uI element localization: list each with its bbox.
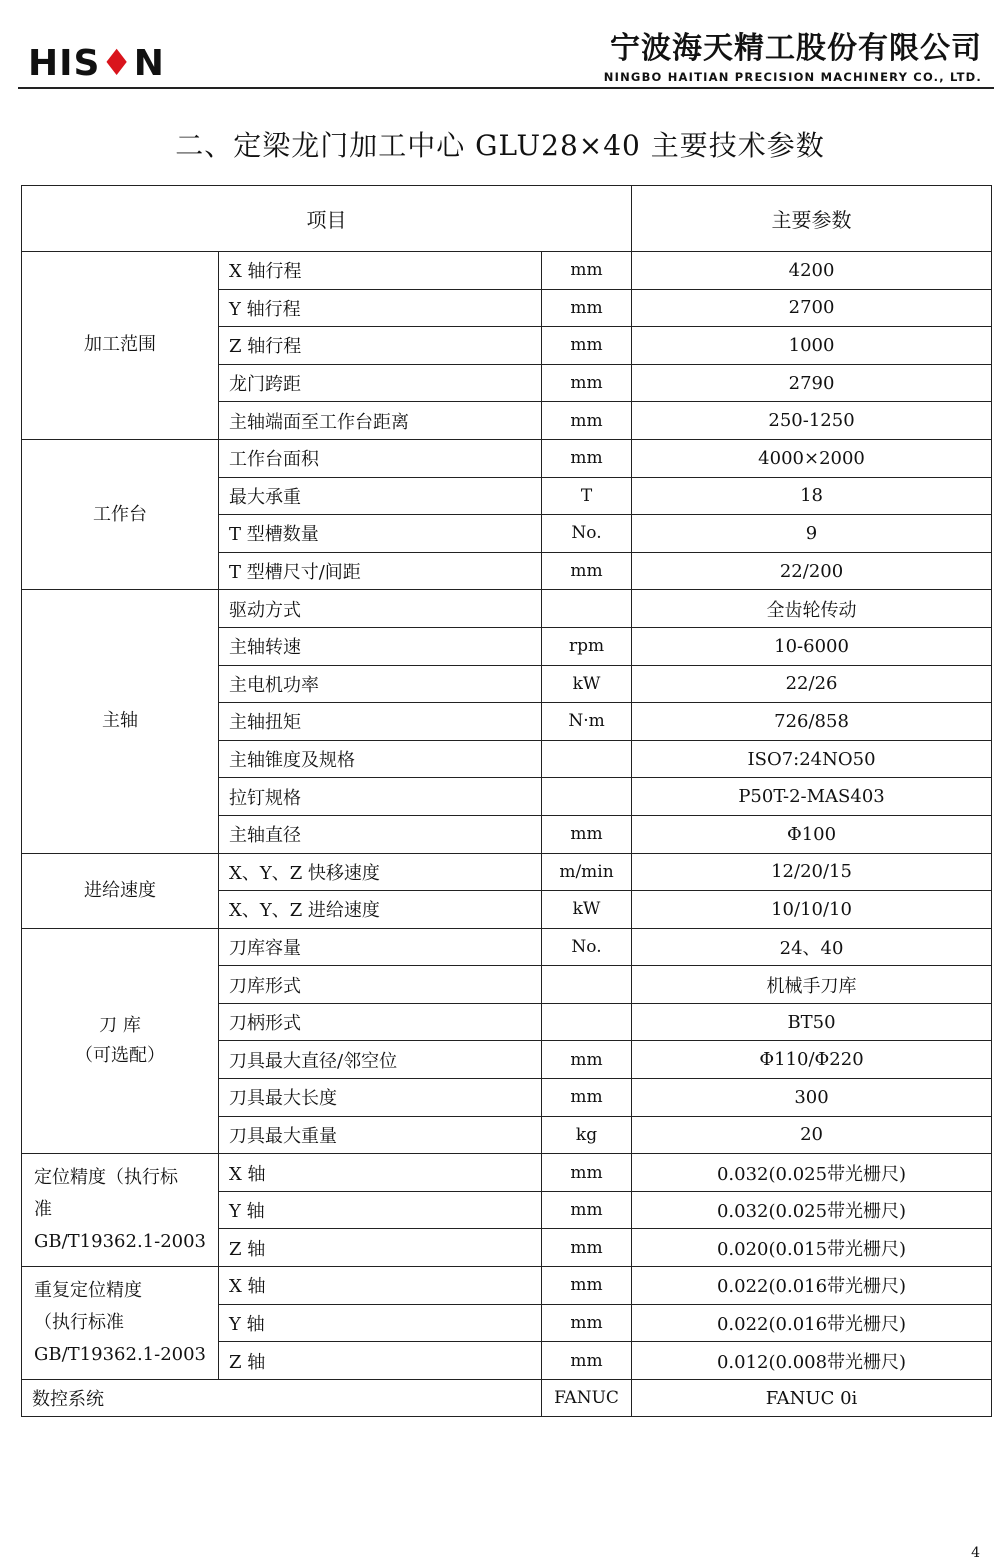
unit-cell: T [542, 477, 632, 515]
unit-cell: rpm [542, 627, 632, 665]
value-cell: 全齿轮传动 [632, 590, 992, 628]
value-cell: 250-1250 [632, 402, 992, 440]
item-cell: X、Y、Z 进给速度 [219, 891, 542, 929]
category-line: GB/T19362.1-2003 [34, 1231, 207, 1253]
value-cell: Φ100 [632, 815, 992, 853]
item-cell: X、Y、Z 快移速度 [219, 853, 542, 891]
item-cell: 主轴直径 [219, 815, 542, 853]
value-cell: 300 [632, 1079, 992, 1117]
item-cell: 主电机功率 [219, 665, 542, 703]
value-cell: 0.022(0.016带光栅尺) [632, 1304, 992, 1342]
unit-cell: mm [542, 402, 632, 440]
value-cell: 0.032(0.025带光栅尺) [632, 1154, 992, 1192]
table-header-row [22, 186, 992, 252]
value-cell: 4200 [632, 252, 992, 290]
table-row [22, 439, 992, 477]
item-cell: X 轴 [219, 1154, 542, 1192]
unit-cell: mm [542, 364, 632, 402]
unit-cell: mm [542, 1267, 632, 1305]
item-cell: 刀具最大直径/邻空位 [219, 1041, 542, 1079]
document-title: 二、定梁龙门加工中心 GLU28×40 主要技术参数 [175, 129, 825, 162]
category-line: （执行标准 [34, 1311, 124, 1333]
header-divider [18, 87, 994, 89]
unit-cell: mm [542, 1191, 632, 1229]
value-cell: Φ110/Φ220 [632, 1041, 992, 1079]
item-cell: 刀库容量 [219, 928, 542, 966]
value-cell: 24、40 [632, 928, 992, 966]
item-cell: X 轴行程 [219, 252, 542, 290]
category-label: 刀 库 [99, 1014, 141, 1036]
item-cell: 刀具最大重量 [219, 1116, 542, 1154]
value-cell: 1000 [632, 327, 992, 365]
item-cell: X 轴 [219, 1267, 542, 1305]
category-label: 工作台 [93, 503, 147, 525]
header-value: 主要参数 [632, 186, 992, 252]
spec-table [21, 185, 992, 1417]
value-cell: 22/26 [632, 665, 992, 703]
item-cell: T 型槽数量 [219, 515, 542, 553]
unit-cell: kW [542, 665, 632, 703]
logo-text-suffix: N [133, 43, 165, 84]
table-row [22, 853, 992, 891]
category-label: 主轴 [102, 710, 138, 732]
category-cell [22, 928, 219, 1154]
table-row [22, 928, 992, 966]
category-line: GB/T19362.1-2003 [34, 1343, 207, 1365]
unit-cell [542, 966, 632, 1004]
item-cell: 主轴锥度及规格 [219, 740, 542, 778]
header-item: 项目 [22, 186, 632, 252]
value-cell: 9 [632, 515, 992, 553]
unit-cell: mm [542, 439, 632, 477]
item-cell: Z 轴行程 [219, 327, 542, 365]
value-cell: 2700 [632, 289, 992, 327]
item-cell: 主轴扭矩 [219, 703, 542, 741]
category-line: 准 [34, 1199, 52, 1221]
table-row [22, 1267, 992, 1305]
value-cell: ISO7:24NO50 [632, 740, 992, 778]
item-cell: 主轴转速 [219, 627, 542, 665]
value-cell: 0.022(0.016带光栅尺) [632, 1267, 992, 1305]
category-cell [22, 1267, 219, 1380]
unit-cell: mm [542, 1342, 632, 1380]
unit-cell: N·m [542, 703, 632, 741]
unit-cell [542, 590, 632, 628]
value-cell: 10/10/10 [632, 891, 992, 929]
item-cell: T 型槽尺寸/间距 [219, 552, 542, 590]
table-row [22, 1154, 992, 1192]
unit-cell: kW [542, 891, 632, 929]
unit-cell: mm [542, 815, 632, 853]
value-cell: 0.032(0.025带光栅尺) [632, 1191, 992, 1229]
item-cell: Y 轴行程 [219, 289, 542, 327]
unit-cell: mm [542, 1041, 632, 1079]
value-cell: 10-6000 [632, 627, 992, 665]
value-cell: 22/200 [632, 552, 992, 590]
diamond-icon: ♦ [100, 43, 134, 84]
item-cell: 驱动方式 [219, 590, 542, 628]
category-label: 加工范围 [84, 334, 156, 356]
category-cell [22, 853, 219, 928]
value-cell: 0.020(0.015带光栅尺) [632, 1229, 992, 1267]
page-number: 4 [971, 1545, 980, 1561]
unit-cell [542, 740, 632, 778]
item-cell: Z 轴 [219, 1342, 542, 1380]
cnc-unit-cell: FANUC [542, 1379, 632, 1417]
item-cell: 拉钉规格 [219, 778, 542, 816]
category-cell [22, 252, 219, 440]
unit-cell: mm [542, 252, 632, 290]
value-cell: 0.012(0.008带光栅尺) [632, 1342, 992, 1380]
unit-cell: mm [542, 1079, 632, 1117]
unit-cell: mm [542, 1229, 632, 1267]
hiswin-logo [28, 44, 165, 84]
value-cell: 4000×2000 [632, 439, 992, 477]
category-label: 进给速度 [84, 879, 156, 901]
unit-cell [542, 778, 632, 816]
item-cell: 刀柄形式 [219, 1003, 542, 1041]
item-cell: 工作台面积 [219, 439, 542, 477]
value-cell: 726/858 [632, 703, 992, 741]
spec-table-body [22, 252, 992, 1417]
item-cell: Z 轴 [219, 1229, 542, 1267]
category-cell [22, 439, 219, 589]
company-name-block [604, 30, 982, 84]
unit-cell: mm [542, 552, 632, 590]
item-cell: Y 轴 [219, 1191, 542, 1229]
category-line: 定位精度（执行标 [34, 1167, 178, 1189]
cnc-value-cell: FANUC 0i [632, 1379, 992, 1417]
item-cell: 最大承重 [219, 477, 542, 515]
value-cell: 12/20/15 [632, 853, 992, 891]
logo-text-prefix: HIS [28, 43, 101, 84]
value-cell: 18 [632, 477, 992, 515]
category-cell [22, 590, 219, 853]
item-cell: 刀库形式 [219, 966, 542, 1004]
unit-cell: mm [542, 289, 632, 327]
category-note: （可选配） [75, 1044, 165, 1066]
category-cell [22, 1154, 219, 1267]
company-name-en: NINGBO HAITIAN PRECISION MACHINERY CO., LTD. [603, 70, 982, 84]
unit-cell: kg [542, 1116, 632, 1154]
value-cell: 20 [632, 1116, 992, 1154]
value-cell: BT50 [632, 1003, 992, 1041]
item-cell: 刀具最大长度 [219, 1079, 542, 1117]
value-cell: 2790 [632, 364, 992, 402]
category-line: 重复定位精度 [34, 1279, 142, 1301]
table-row [22, 590, 992, 628]
unit-cell: mm [542, 327, 632, 365]
item-cell: Y 轴 [219, 1304, 542, 1342]
cnc-label-cell: 数控系统 [22, 1379, 542, 1417]
unit-cell: mm [542, 1304, 632, 1342]
unit-cell: mm [542, 1154, 632, 1192]
company-name-cn: 宁波海天精工股份有限公司 [610, 31, 982, 66]
item-cell: 主轴端面至工作台距离 [219, 402, 542, 440]
value-cell: P50T-2-MAS403 [632, 778, 992, 816]
item-cell: 龙门跨距 [219, 364, 542, 402]
table-row [22, 252, 992, 290]
unit-cell: m/min [542, 853, 632, 891]
unit-cell: No. [542, 928, 632, 966]
unit-cell [542, 1003, 632, 1041]
value-cell: 机械手刀库 [632, 966, 992, 1004]
table-row-cnc [22, 1379, 992, 1417]
unit-cell: No. [542, 515, 632, 553]
